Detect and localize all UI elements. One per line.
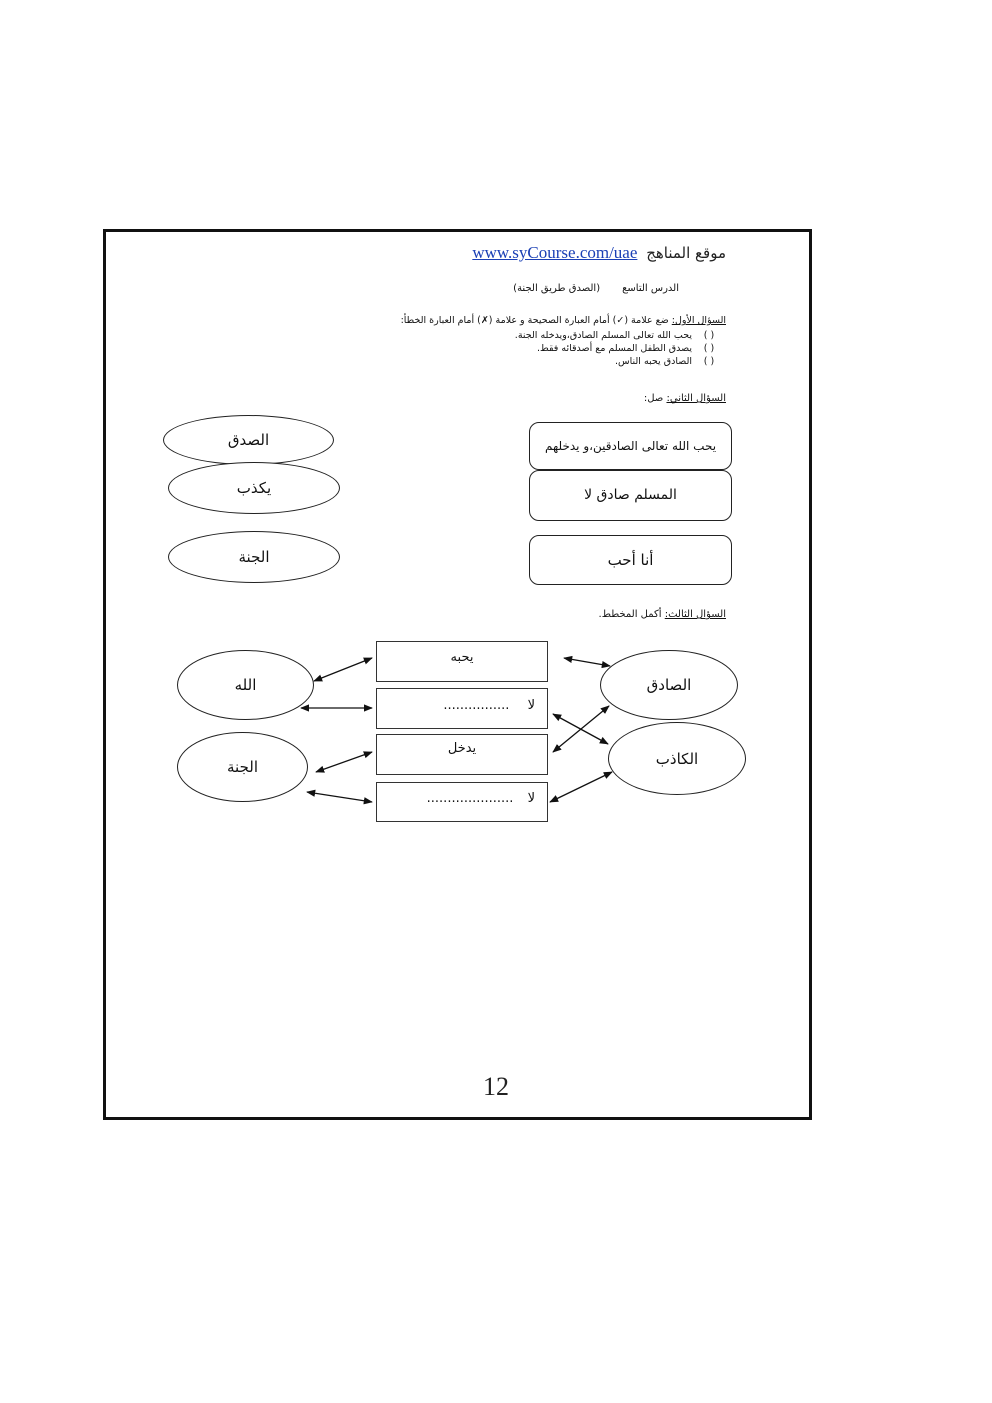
q1-item-text: يصدق الطفل المسلم مع أصدقائه فقط.: [536, 343, 692, 354]
q3-box-word: لا: [527, 791, 535, 806]
answer-bracket[interactable]: ( ): [703, 356, 715, 367]
q2-box-allah-loves[interactable]: يحب الله تعالى الصادقين،و يدخلهم: [529, 422, 732, 470]
site-name: موقع المناهج: [646, 244, 726, 262]
q3-label: السؤال الثالث:: [664, 609, 726, 620]
q2-instruction: صل:: [643, 393, 664, 404]
q3-oval-allah[interactable]: الله: [177, 650, 314, 720]
q3-box-word: لا: [527, 698, 535, 713]
page-number: 12: [483, 1072, 509, 1101]
q3-box-loves-him[interactable]: [376, 641, 548, 682]
q2-oval-truth[interactable]: الصدق: [163, 415, 334, 465]
q2-box-i-love[interactable]: أنا أحب: [529, 535, 732, 585]
q3-box-word: يحبه: [450, 650, 474, 665]
q1-item-text: يحب الله تعالى المسلم الصادق،ويدخله الجنة.: [514, 330, 692, 341]
lesson-title: (الصدق طريق الجنة): [513, 283, 601, 294]
q3-box-not-blank-2[interactable]: [376, 782, 548, 822]
blank-dots[interactable]: .....................: [426, 791, 514, 806]
q3-oval-paradise[interactable]: الجنة: [177, 732, 308, 802]
q1-label: السؤال الأول:: [671, 315, 726, 326]
q2-oval-paradise[interactable]: الجنة: [168, 531, 340, 583]
answer-bracket[interactable]: ( ): [703, 330, 715, 341]
q3-instruction: أكمل المخطط.: [598, 609, 662, 620]
q3-oval-honest[interactable]: الصادق: [600, 650, 738, 720]
site-url-link[interactable]: www.syCourse.com/uae: [472, 243, 638, 262]
q2-oval-lies[interactable]: يكذب: [168, 462, 340, 514]
q3-box-word: يدخل: [447, 741, 477, 756]
lesson-number: الدرس التاسع: [622, 283, 679, 294]
q3-oval-liar[interactable]: الكاذب: [608, 722, 746, 795]
q3-box-not-blank-1[interactable]: [376, 688, 548, 729]
q3-box-enters[interactable]: [376, 734, 548, 775]
blank-dots[interactable]: ................: [443, 698, 510, 713]
q1-instruction: ضع علامة (✓) أمام العبارة الصحيحة و علامة (✗) أمام العبارة الخطأ:: [400, 315, 669, 326]
q2-label: السؤال الثاني:: [666, 393, 726, 404]
q1-item-text: الصادق يحبه الناس.: [615, 356, 692, 367]
answer-bracket[interactable]: ( ): [703, 343, 715, 354]
q2-box-muslim-honest[interactable]: المسلم صادق لا: [529, 470, 732, 521]
